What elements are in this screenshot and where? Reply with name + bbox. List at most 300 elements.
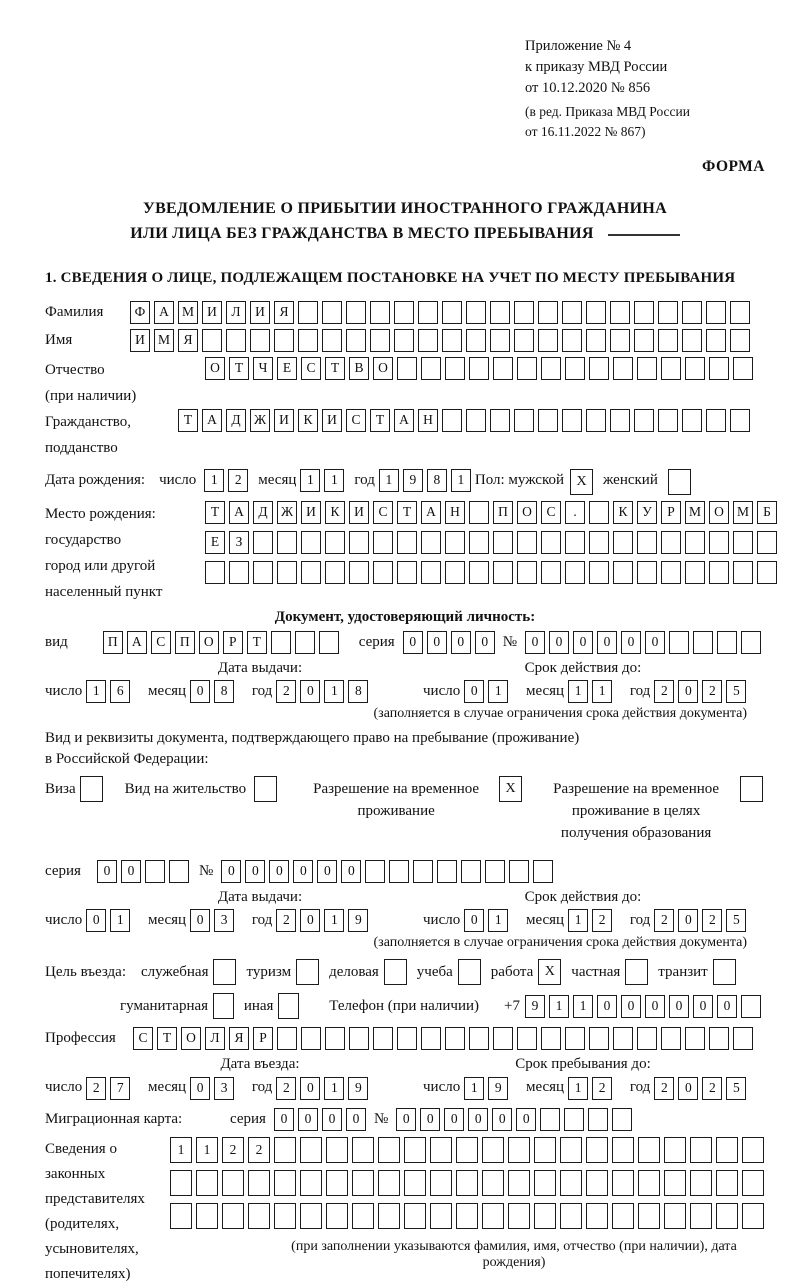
char-cell[interactable] [733, 357, 753, 380]
char-cell[interactable] [690, 1137, 712, 1163]
char-cell[interactable] [716, 1137, 738, 1163]
char-cell[interactable]: А [127, 631, 147, 654]
char-cell[interactable] [612, 1170, 634, 1196]
char-cell[interactable]: 2 [592, 909, 612, 932]
char-cell[interactable]: 0 [300, 909, 320, 932]
char-cell[interactable]: 2 [248, 1137, 270, 1163]
char-cell[interactable]: 0 [693, 995, 713, 1018]
char-cell[interactable] [514, 301, 534, 324]
char-cell[interactable] [637, 561, 657, 584]
char-cell[interactable]: 1 [488, 909, 508, 932]
char-cell[interactable]: Т [247, 631, 267, 654]
char-cell[interactable]: 1 [379, 469, 399, 492]
char-cell[interactable] [514, 409, 534, 432]
char-cell[interactable] [664, 1137, 686, 1163]
char-cell[interactable] [145, 860, 165, 883]
char-cell[interactable]: О [181, 1027, 201, 1050]
char-cell[interactable]: 1 [110, 909, 130, 932]
char-cell[interactable] [301, 1027, 321, 1050]
char-cell[interactable] [271, 631, 291, 654]
char-cell[interactable] [421, 357, 441, 380]
char-cell[interactable] [658, 409, 678, 432]
char-cell[interactable]: М [685, 501, 705, 524]
char-cell[interactable] [301, 561, 321, 584]
char-cell[interactable] [509, 860, 529, 883]
char-cell[interactable] [482, 1203, 504, 1229]
char-cell[interactable] [394, 301, 414, 324]
char-cell[interactable]: 0 [678, 1077, 698, 1100]
char-cell[interactable]: 8 [427, 469, 447, 492]
char-cell[interactable]: Р [223, 631, 243, 654]
char-cell[interactable] [394, 329, 414, 352]
char-cell[interactable]: 0 [274, 1108, 294, 1131]
char-cell[interactable] [586, 1137, 608, 1163]
char-cell[interactable] [612, 1203, 634, 1229]
char-cell[interactable]: С [301, 357, 321, 380]
char-cell[interactable]: С [346, 409, 366, 432]
char-cell[interactable]: Ж [250, 409, 270, 432]
char-cell[interactable] [430, 1170, 452, 1196]
char-cell[interactable]: 3 [214, 1077, 234, 1100]
sex-female-checkbox[interactable] [668, 469, 691, 495]
char-cell[interactable] [277, 1027, 297, 1050]
char-cell[interactable]: 0 [492, 1108, 512, 1131]
char-cell[interactable]: 0 [464, 680, 484, 703]
char-cell[interactable]: 0 [549, 631, 569, 654]
char-cell[interactable] [397, 1027, 417, 1050]
char-cell[interactable] [445, 1027, 465, 1050]
char-cell[interactable] [325, 531, 345, 554]
char-cell[interactable]: 1 [568, 1077, 588, 1100]
char-cell[interactable]: 0 [346, 1108, 366, 1131]
char-cell[interactable] [170, 1170, 192, 1196]
char-cell[interactable] [352, 1137, 374, 1163]
char-cell[interactable] [352, 1203, 374, 1229]
char-cell[interactable]: 0 [717, 995, 737, 1018]
char-cell[interactable] [589, 531, 609, 554]
char-cell[interactable]: К [298, 409, 318, 432]
char-cell[interactable] [352, 1170, 374, 1196]
char-cell[interactable]: К [613, 501, 633, 524]
char-cell[interactable] [461, 860, 481, 883]
char-cell[interactable] [613, 357, 633, 380]
char-cell[interactable] [365, 860, 385, 883]
char-cell[interactable]: М [154, 329, 174, 352]
char-cell[interactable] [421, 531, 441, 554]
char-cell[interactable]: 0 [300, 1077, 320, 1100]
purpose-official-checkbox[interactable] [213, 959, 236, 985]
char-cell[interactable] [170, 1203, 192, 1229]
char-cell[interactable] [378, 1170, 400, 1196]
char-cell[interactable]: С [541, 501, 561, 524]
char-cell[interactable] [733, 1027, 753, 1050]
char-cell[interactable] [541, 357, 561, 380]
char-cell[interactable] [541, 1027, 561, 1050]
char-cell[interactable] [638, 1170, 660, 1196]
char-cell[interactable]: А [394, 409, 414, 432]
char-cell[interactable]: Т [178, 409, 198, 432]
char-cell[interactable] [253, 531, 273, 554]
char-cell[interactable] [430, 1137, 452, 1163]
purpose-humanitarian-checkbox[interactable] [213, 993, 234, 1019]
char-cell[interactable]: 0 [621, 631, 641, 654]
char-cell[interactable]: О [709, 501, 729, 524]
char-cell[interactable]: 0 [86, 909, 106, 932]
char-cell[interactable]: М [733, 501, 753, 524]
char-cell[interactable]: Д [253, 501, 273, 524]
char-cell[interactable] [586, 1203, 608, 1229]
char-cell[interactable] [610, 409, 630, 432]
char-cell[interactable] [664, 1170, 686, 1196]
char-cell[interactable] [565, 1027, 585, 1050]
char-cell[interactable] [373, 531, 393, 554]
char-cell[interactable] [404, 1203, 426, 1229]
char-cell[interactable]: 1 [86, 680, 106, 703]
char-cell[interactable] [445, 561, 465, 584]
char-cell[interactable]: 0 [245, 860, 265, 883]
char-cell[interactable] [685, 1027, 705, 1050]
char-cell[interactable] [493, 531, 513, 554]
char-cell[interactable] [658, 301, 678, 324]
char-cell[interactable] [638, 1137, 660, 1163]
char-cell[interactable]: 9 [348, 1077, 368, 1100]
residence-permit-checkbox[interactable] [254, 776, 277, 802]
char-cell[interactable]: 0 [420, 1108, 440, 1131]
char-cell[interactable] [248, 1170, 270, 1196]
char-cell[interactable] [326, 1137, 348, 1163]
char-cell[interactable] [565, 357, 585, 380]
char-cell[interactable] [706, 329, 726, 352]
char-cell[interactable]: 0 [597, 995, 617, 1018]
char-cell[interactable] [466, 301, 486, 324]
char-cell[interactable]: 0 [298, 1108, 318, 1131]
char-cell[interactable] [682, 329, 702, 352]
char-cell[interactable] [442, 329, 462, 352]
char-cell[interactable] [456, 1170, 478, 1196]
char-cell[interactable]: С [151, 631, 171, 654]
char-cell[interactable] [709, 531, 729, 554]
char-cell[interactable] [397, 561, 417, 584]
char-cell[interactable] [226, 329, 246, 352]
char-cell[interactable] [485, 860, 505, 883]
char-cell[interactable] [637, 531, 657, 554]
char-cell[interactable] [325, 1027, 345, 1050]
char-cell[interactable]: 0 [190, 1077, 210, 1100]
char-cell[interactable]: О [199, 631, 219, 654]
char-cell[interactable]: 1 [573, 995, 593, 1018]
char-cell[interactable]: 0 [269, 860, 289, 883]
char-cell[interactable] [517, 531, 537, 554]
char-cell[interactable] [565, 531, 585, 554]
char-cell[interactable] [588, 1108, 608, 1131]
char-cell[interactable] [586, 409, 606, 432]
char-cell[interactable] [634, 409, 654, 432]
char-cell[interactable] [205, 561, 225, 584]
char-cell[interactable] [709, 1027, 729, 1050]
char-cell[interactable] [669, 631, 689, 654]
char-cell[interactable] [560, 1203, 582, 1229]
char-cell[interactable]: И [130, 329, 150, 352]
char-cell[interactable] [421, 561, 441, 584]
char-cell[interactable] [541, 561, 561, 584]
char-cell[interactable] [658, 329, 678, 352]
char-cell[interactable] [301, 531, 321, 554]
char-cell[interactable]: Т [229, 357, 249, 380]
char-cell[interactable] [298, 301, 318, 324]
char-cell[interactable] [613, 561, 633, 584]
char-cell[interactable] [534, 1137, 556, 1163]
char-cell[interactable] [682, 409, 702, 432]
char-cell[interactable] [538, 329, 558, 352]
char-cell[interactable] [562, 329, 582, 352]
char-cell[interactable] [586, 1170, 608, 1196]
char-cell[interactable]: 0 [678, 680, 698, 703]
char-cell[interactable]: 0 [427, 631, 447, 654]
char-cell[interactable]: 0 [300, 680, 320, 703]
char-cell[interactable]: 0 [678, 909, 698, 932]
char-cell[interactable] [634, 329, 654, 352]
char-cell[interactable]: 0 [525, 631, 545, 654]
char-cell[interactable] [690, 1203, 712, 1229]
char-cell[interactable]: 2 [702, 909, 722, 932]
char-cell[interactable]: А [421, 501, 441, 524]
char-cell[interactable]: З [229, 531, 249, 554]
char-cell[interactable] [378, 1203, 400, 1229]
char-cell[interactable] [469, 1027, 489, 1050]
char-cell[interactable]: 1 [324, 1077, 344, 1100]
char-cell[interactable]: 1 [549, 995, 569, 1018]
char-cell[interactable]: 0 [190, 909, 210, 932]
char-cell[interactable]: Ж [277, 501, 297, 524]
char-cell[interactable]: Ф [130, 301, 150, 324]
char-cell[interactable] [610, 329, 630, 352]
char-cell[interactable]: 2 [276, 1077, 296, 1100]
char-cell[interactable]: 0 [468, 1108, 488, 1131]
char-cell[interactable] [709, 357, 729, 380]
char-cell[interactable]: М [178, 301, 198, 324]
char-cell[interactable]: Я [178, 329, 198, 352]
char-cell[interactable] [413, 860, 433, 883]
char-cell[interactable]: И [250, 301, 270, 324]
char-cell[interactable]: Т [157, 1027, 177, 1050]
char-cell[interactable]: 6 [110, 680, 130, 703]
char-cell[interactable]: Я [274, 301, 294, 324]
char-cell[interactable] [490, 329, 510, 352]
char-cell[interactable]: Л [226, 301, 246, 324]
char-cell[interactable] [613, 1027, 633, 1050]
char-cell[interactable] [560, 1137, 582, 1163]
char-cell[interactable] [661, 1027, 681, 1050]
char-cell[interactable] [612, 1108, 632, 1131]
char-cell[interactable] [517, 561, 537, 584]
char-cell[interactable] [508, 1137, 530, 1163]
char-cell[interactable] [196, 1203, 218, 1229]
char-cell[interactable]: 2 [228, 469, 248, 492]
char-cell[interactable] [456, 1137, 478, 1163]
char-cell[interactable] [322, 329, 342, 352]
char-cell[interactable]: И [349, 501, 369, 524]
char-cell[interactable] [482, 1170, 504, 1196]
char-cell[interactable]: 0 [475, 631, 495, 654]
char-cell[interactable] [540, 1108, 560, 1131]
char-cell[interactable] [466, 409, 486, 432]
char-cell[interactable] [589, 561, 609, 584]
char-cell[interactable]: 5 [726, 909, 746, 932]
char-cell[interactable]: 0 [317, 860, 337, 883]
char-cell[interactable] [514, 329, 534, 352]
char-cell[interactable] [469, 501, 489, 524]
char-cell[interactable] [589, 501, 609, 524]
char-cell[interactable] [586, 301, 606, 324]
char-cell[interactable]: 0 [451, 631, 471, 654]
char-cell[interactable]: 0 [396, 1108, 416, 1131]
char-cell[interactable] [565, 561, 585, 584]
char-cell[interactable] [490, 409, 510, 432]
char-cell[interactable] [298, 329, 318, 352]
char-cell[interactable]: И [301, 501, 321, 524]
char-cell[interactable] [706, 409, 726, 432]
char-cell[interactable]: 1 [451, 469, 471, 492]
char-cell[interactable] [661, 561, 681, 584]
char-cell[interactable] [430, 1203, 452, 1229]
char-cell[interactable] [300, 1203, 322, 1229]
char-cell[interactable] [397, 357, 417, 380]
char-cell[interactable] [562, 301, 582, 324]
char-cell[interactable]: Д [226, 409, 246, 432]
char-cell[interactable] [637, 1027, 657, 1050]
char-cell[interactable] [716, 1203, 738, 1229]
char-cell[interactable]: П [493, 501, 513, 524]
char-cell[interactable]: 2 [276, 909, 296, 932]
char-cell[interactable] [349, 1027, 369, 1050]
char-cell[interactable]: 2 [654, 909, 674, 932]
char-cell[interactable] [222, 1170, 244, 1196]
char-cell[interactable] [562, 409, 582, 432]
char-cell[interactable] [456, 1203, 478, 1229]
char-cell[interactable] [469, 561, 489, 584]
char-cell[interactable] [637, 357, 657, 380]
char-cell[interactable] [250, 329, 270, 352]
char-cell[interactable] [421, 1027, 441, 1050]
char-cell[interactable] [349, 531, 369, 554]
char-cell[interactable] [690, 1170, 712, 1196]
char-cell[interactable] [508, 1203, 530, 1229]
char-cell[interactable]: 2 [86, 1077, 106, 1100]
char-cell[interactable] [404, 1137, 426, 1163]
char-cell[interactable]: У [637, 501, 657, 524]
char-cell[interactable] [370, 301, 390, 324]
char-cell[interactable] [517, 357, 537, 380]
char-cell[interactable] [493, 561, 513, 584]
char-cell[interactable] [277, 531, 297, 554]
char-cell[interactable] [508, 1170, 530, 1196]
char-cell[interactable]: 0 [645, 631, 665, 654]
char-cell[interactable]: П [103, 631, 123, 654]
char-cell[interactable] [469, 357, 489, 380]
char-cell[interactable] [533, 860, 553, 883]
char-cell[interactable] [757, 561, 777, 584]
char-cell[interactable] [741, 995, 761, 1018]
char-cell[interactable] [664, 1203, 686, 1229]
char-cell[interactable] [682, 301, 702, 324]
char-cell[interactable]: 3 [214, 909, 234, 932]
char-cell[interactable] [346, 329, 366, 352]
char-cell[interactable]: Ч [253, 357, 273, 380]
char-cell[interactable] [326, 1203, 348, 1229]
char-cell[interactable]: 0 [573, 631, 593, 654]
char-cell[interactable]: 1 [324, 680, 344, 703]
char-cell[interactable] [534, 1170, 556, 1196]
char-cell[interactable] [730, 329, 750, 352]
char-cell[interactable] [397, 531, 417, 554]
char-cell[interactable] [733, 561, 753, 584]
char-cell[interactable] [685, 561, 705, 584]
char-cell[interactable]: Р [661, 501, 681, 524]
temp-residence-education-checkbox[interactable] [740, 776, 763, 802]
char-cell[interactable]: 2 [654, 1077, 674, 1100]
char-cell[interactable] [248, 1203, 270, 1229]
char-cell[interactable]: 1 [324, 909, 344, 932]
char-cell[interactable] [717, 631, 737, 654]
char-cell[interactable] [634, 301, 654, 324]
char-cell[interactable]: И [202, 301, 222, 324]
char-cell[interactable]: 1 [568, 680, 588, 703]
char-cell[interactable]: Т [205, 501, 225, 524]
char-cell[interactable]: 2 [276, 680, 296, 703]
char-cell[interactable]: П [175, 631, 195, 654]
char-cell[interactable] [196, 1170, 218, 1196]
char-cell[interactable] [538, 409, 558, 432]
char-cell[interactable]: 2 [654, 680, 674, 703]
char-cell[interactable]: Т [325, 357, 345, 380]
char-cell[interactable] [389, 860, 409, 883]
char-cell[interactable] [404, 1170, 426, 1196]
char-cell[interactable]: 0 [341, 860, 361, 883]
char-cell[interactable]: Е [205, 531, 225, 554]
char-cell[interactable] [274, 1203, 296, 1229]
char-cell[interactable]: 1 [488, 680, 508, 703]
char-cell[interactable]: О [205, 357, 225, 380]
char-cell[interactable] [685, 357, 705, 380]
char-cell[interactable]: 0 [444, 1108, 464, 1131]
char-cell[interactable]: 1 [592, 680, 612, 703]
char-cell[interactable]: Н [445, 501, 465, 524]
char-cell[interactable]: И [322, 409, 342, 432]
char-cell[interactable]: 0 [669, 995, 689, 1018]
char-cell[interactable] [277, 561, 297, 584]
char-cell[interactable]: 0 [464, 909, 484, 932]
char-cell[interactable] [757, 531, 777, 554]
char-cell[interactable] [733, 531, 753, 554]
char-cell[interactable] [638, 1203, 660, 1229]
char-cell[interactable] [295, 631, 315, 654]
char-cell[interactable]: 7 [110, 1077, 130, 1100]
char-cell[interactable] [442, 409, 462, 432]
char-cell[interactable] [541, 531, 561, 554]
char-cell[interactable] [346, 301, 366, 324]
char-cell[interactable] [613, 531, 633, 554]
purpose-work-checkbox[interactable]: X [538, 959, 561, 985]
char-cell[interactable]: 2 [702, 680, 722, 703]
char-cell[interactable] [517, 1027, 537, 1050]
char-cell[interactable]: 0 [322, 1108, 342, 1131]
purpose-private-checkbox[interactable] [625, 959, 648, 985]
char-cell[interactable] [661, 357, 681, 380]
char-cell[interactable]: 1 [324, 469, 344, 492]
char-cell[interactable] [466, 329, 486, 352]
char-cell[interactable]: 8 [214, 680, 234, 703]
char-cell[interactable] [300, 1170, 322, 1196]
